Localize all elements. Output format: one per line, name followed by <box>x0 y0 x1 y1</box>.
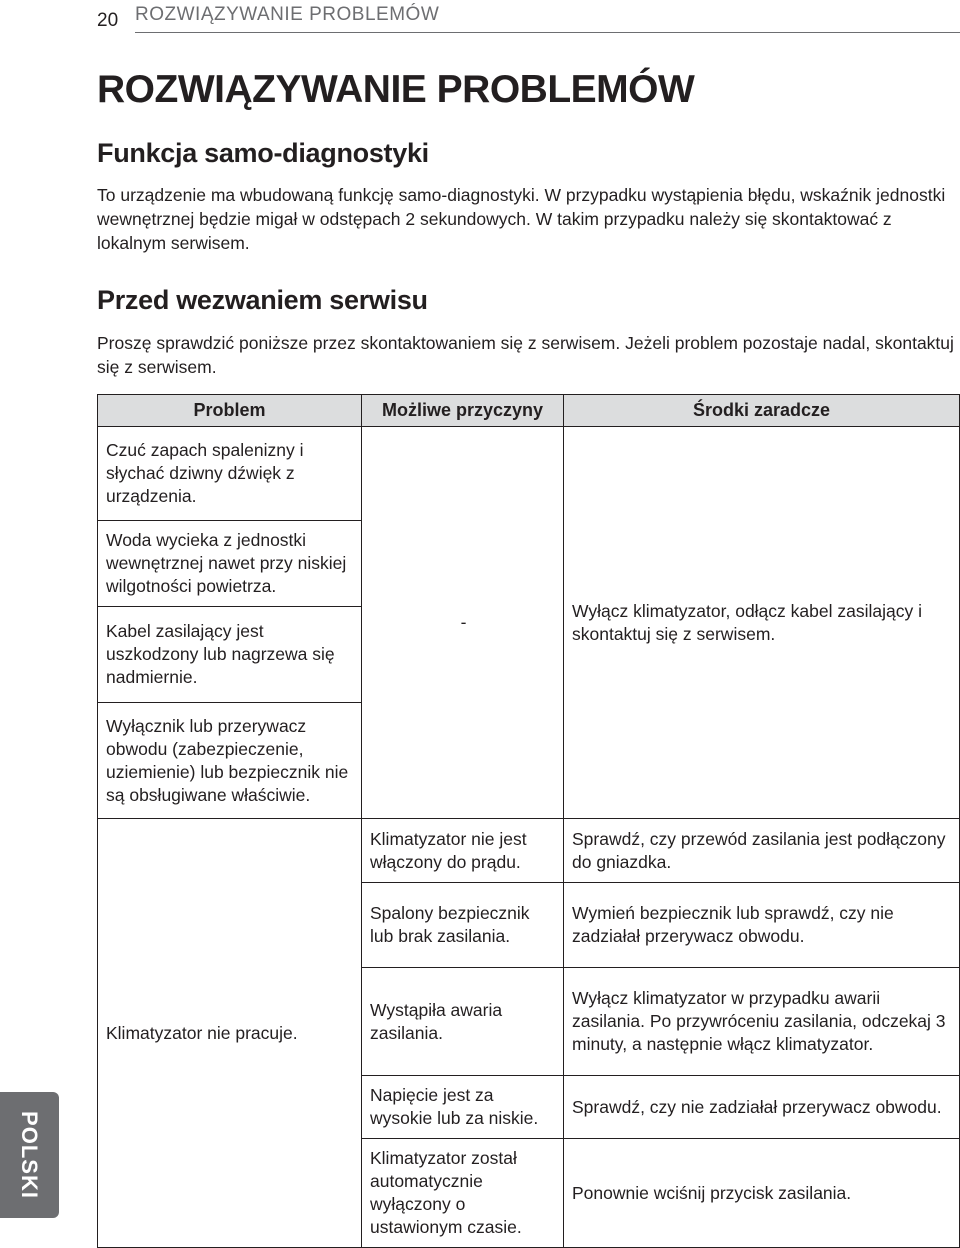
column-header-problem: Problem <box>98 395 362 427</box>
section-heading-before-service: Przed wezwaniem serwisu <box>97 285 428 315</box>
table-header-row <box>98 395 960 427</box>
section-text-before-service: Proszę sprawdzić poniższe przez skontaktowaniem się z serwisem. Jeżeli problem pozostaje nadal, skontaktuj się z serwisem. <box>97 333 954 377</box>
remedy-cell: Wyłącz klimatyzator w przypadku awarii zasilania. Po przywróceniu zasilania, odczekaj 3 minuty, a następnie włącz klimatyzator. <box>564 968 960 1076</box>
table-row <box>98 427 960 521</box>
column-header-remedies: Środki zaradcze <box>564 395 960 427</box>
cause-cell: Klimatyzator został automatycznie wyłączony o ustawionym czasie. <box>362 1139 564 1248</box>
cause-cell: Spalony bezpiecznik lub brak zasilania. <box>362 883 564 968</box>
section-heading-self-diagnosis: Funkcja samo-diagnostyki <box>97 138 429 168</box>
section-text-self-diagnosis: To urządzenie ma wbudowaną funkcję samo-diagnostyki. W przypadku wystąpienia błędu, wskaźnik jednostki wewnętrznej będzie migał w odstępach 2 sekundowych. W takim przypadku należy się skontaktować z lokalnym serwisem. <box>97 185 946 253</box>
remedy-cell: Wymień bezpiecznik lub sprawdź, czy nie zadziałał przerywacz obwodu. <box>564 883 960 968</box>
table-row <box>98 819 960 883</box>
page-title: ROZWIĄZYWANIE PROBLEMÓW <box>97 68 695 111</box>
problem-cell: Klimatyzator nie pracuje. <box>98 819 362 1248</box>
header-divider <box>135 32 960 33</box>
remedy-cell: Wyłącz klimatyzator, odłącz kabel zasilający i skontaktuj się z serwisem. <box>564 427 960 819</box>
cause-cell: Wystąpiła awaria zasilania. <box>362 968 564 1076</box>
column-header-causes: Możliwe przyczyny <box>362 395 564 427</box>
problem-cell: Woda wycieka z jednostki wewnętrznej nawet przy niskiej wilgotności powietrza. <box>98 521 362 607</box>
troubleshooting-table <box>97 394 960 1248</box>
cause-cell: Napięcie jest za wysokie lub za niskie. <box>362 1076 564 1139</box>
cause-cell: Klimatyzator nie jest włączony do prądu. <box>362 819 564 883</box>
language-tab <box>0 1092 59 1218</box>
page-number: 20 <box>97 10 119 31</box>
problem-cell: Wyłącznik lub przerywacz obwodu (zabezpieczenie, uziemienie) lub bezpiecznik nie są obsługiwane właściwie. <box>98 703 362 819</box>
cause-cell: - <box>362 427 564 819</box>
language-tab-label: POLSKI <box>17 1111 42 1199</box>
problem-cell: Kabel zasilający jest uszkodzony lub nagrzewa się nadmiernie. <box>98 607 362 703</box>
remedy-cell: Sprawdź, czy nie zadziałał przerywacz obwodu. <box>564 1076 960 1139</box>
remedy-cell: Ponownie wciśnij przycisk zasilania. <box>564 1139 960 1248</box>
remedy-cell: Sprawdź, czy przewód zasilania jest podłączony do gniazdka. <box>564 819 960 883</box>
problem-cell: Czuć zapach spalenizny i słychać dziwny dźwięk z urządzenia. <box>98 427 362 521</box>
running-title: ROZWIĄZYWANIE PROBLEMÓW <box>135 4 440 25</box>
